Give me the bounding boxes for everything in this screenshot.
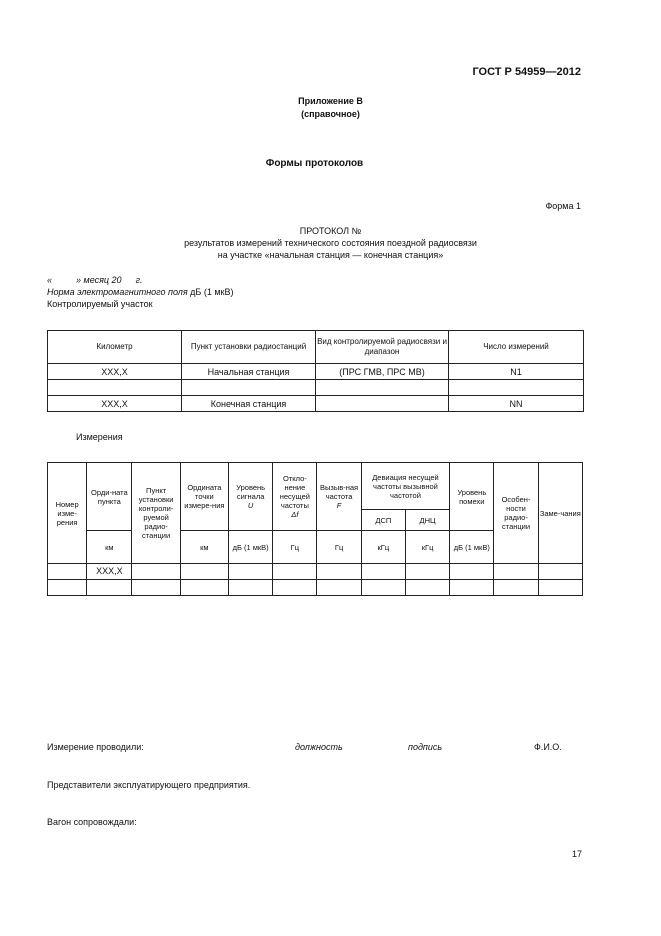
table-cell [180, 580, 228, 596]
date-open-quote: « [47, 275, 53, 285]
header-ordinate: Орди-ната пункта [87, 463, 132, 531]
date-line [47, 275, 143, 286]
header-measurement-number: Номер изме-рения [48, 463, 87, 564]
measured-by-label: Измерение проводили: [47, 742, 144, 752]
table-cell [316, 380, 449, 396]
table-cell [317, 580, 361, 596]
unit-noise: дБ (1 мкВ) [450, 531, 494, 564]
table-cell [405, 564, 449, 580]
section-title: Формы протоколов [265, 158, 364, 169]
unit-dsp: кГц [361, 531, 405, 564]
protocol-line-2: на участке «начальная станция — конечная станция» [217, 250, 444, 260]
measurements-table [47, 462, 583, 596]
header-station-point: Пункт установки радиостанций [182, 331, 316, 364]
table-cell [405, 580, 449, 596]
table-row [48, 580, 583, 596]
page-number: 17 [572, 849, 583, 859]
table-cell [48, 580, 87, 596]
header-kilometer: Километр [48, 331, 182, 364]
unit-measurement-ordinate: км [180, 531, 228, 564]
table-cell [132, 564, 180, 580]
table-cell [538, 564, 582, 580]
table-cell [317, 564, 361, 580]
signal-level-label: Уровень сигнала [236, 483, 266, 501]
norm-unit: дБ (1 мкВ) [187, 287, 234, 297]
table-cell: XXX,X [48, 364, 182, 380]
table-cell [361, 580, 405, 596]
table-row [48, 364, 584, 380]
table-cell: NN [449, 396, 584, 412]
norm-label: Норма электромагнитного поля [47, 287, 188, 297]
table-cell [132, 580, 180, 596]
table-cell [273, 564, 317, 580]
unit-dnc: кГц [405, 531, 449, 564]
header-station-point: Пункт установки контроли-руемой радио-станции [132, 463, 180, 564]
table-cell: (ПРС ГМВ, ПРС МВ) [316, 364, 449, 380]
table-cell: XXX,X [48, 396, 182, 412]
table-cell [449, 380, 584, 396]
table-row [48, 380, 584, 396]
norm-line [47, 287, 233, 298]
table-cell [48, 564, 87, 580]
controlled-section: Контролируемый участок [47, 299, 153, 309]
unit-call-frequency: Гц [317, 531, 361, 564]
standard-number: ГОСТ Р 54959—2012 [472, 66, 581, 78]
representatives-label: Представители эксплуатирующего предприятия. [47, 780, 251, 790]
header-deviation-group: Девиация несущей частоты вызывной частотой [361, 463, 449, 510]
table-cell [48, 380, 182, 396]
header-measurement-count: Число измерений [449, 331, 584, 364]
date-year-suffix: г. [135, 275, 143, 285]
header-call-frequency [317, 463, 361, 531]
header-noise-level: Уровень помехи [450, 463, 494, 531]
table-cell [494, 580, 538, 596]
table-cell [361, 564, 405, 580]
table-cell [87, 580, 132, 596]
header-signal-level [229, 463, 273, 531]
unit-ordinate: км [87, 531, 132, 564]
table-cell [182, 380, 316, 396]
protocol-line-1: результатов измерений технического состояния поездной радиосвязи [184, 238, 477, 248]
measurements-label: Измерения [76, 432, 123, 442]
escorted-label: Вагон сопровождали: [47, 817, 137, 827]
protocol-title: ПРОТОКОЛ № [299, 226, 362, 236]
table-cell: Начальная станция [182, 364, 316, 380]
stations-table [47, 330, 584, 412]
table-cell [538, 580, 582, 596]
table-cell: N1 [449, 364, 584, 380]
appendix-subtitle: (справочное) [301, 109, 360, 119]
header-frequency-deviation [273, 463, 317, 531]
table-cell [273, 580, 317, 596]
table-cell [494, 564, 538, 580]
header-radio-type: Вид контролируемой радиосвязи и диапазон [316, 331, 449, 364]
position-label: должность [295, 742, 343, 752]
frequency-deviation-symbol: Δf [291, 510, 299, 519]
table-cell [316, 396, 449, 412]
table-cell [450, 564, 494, 580]
header-station-features: Особен-ности радио-станции [494, 463, 538, 564]
header-dnc: ДНЦ [405, 510, 449, 531]
form-label: Форма 1 [545, 201, 581, 211]
signal-level-symbol: U [247, 501, 254, 510]
call-frequency-label: Вызыв-ная частота [320, 483, 359, 501]
call-frequency-symbol: F [336, 501, 342, 510]
table-row [48, 396, 584, 412]
table-header-row [48, 331, 584, 364]
unit-signal-level: дБ (1 мкВ) [229, 531, 273, 564]
header-remarks: Заме-чания [538, 463, 582, 564]
table-header-row [48, 463, 583, 510]
frequency-deviation-label: Откло-нение несущей частоты [279, 474, 310, 510]
table-cell: Конечная станция [182, 396, 316, 412]
full-name-label: Ф.И.О. [534, 742, 562, 752]
appendix-title: Приложение В [298, 96, 363, 106]
table-cell [229, 580, 273, 596]
table-cell [229, 564, 273, 580]
date-month-year: » месяц 20 [76, 275, 122, 285]
header-dsp: ДСП [361, 510, 405, 531]
table-cell: XXX,X [87, 564, 132, 580]
table-cell [450, 580, 494, 596]
table-cell [180, 564, 228, 580]
header-measurement-ordinate: Ордината точки измере-ния [180, 463, 228, 531]
table-row [48, 564, 583, 580]
signature-label: подпись [408, 742, 443, 752]
unit-deviation: Гц [273, 531, 317, 564]
